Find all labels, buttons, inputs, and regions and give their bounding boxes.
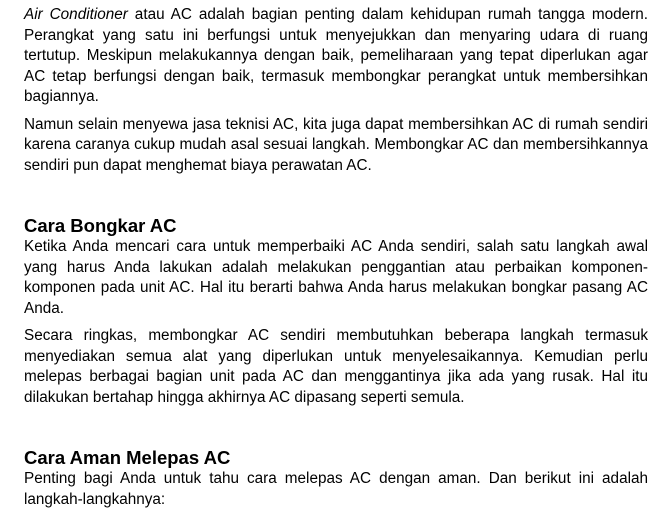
paragraph: Secara ringkas, membongkar AC sendiri membutuhkan beberapa langkah termasuk menyediakan semua alat yang diperlukan untuk menyelesaikannya. Kemudian perlu melepas berbagai bagian unit pada AC dan menggantinya jika ada yang rusak. Hal itu dilakukan bertahap hingga akhirnya AC dipasang seperti semula. bbox=[24, 327, 648, 406]
document-body bbox=[24, 5, 648, 510]
section-heading-cara-bongkar-ac: Cara Bongkar AC bbox=[24, 215, 177, 236]
paragraph-text: atau AC adalah bagian penting dalam kehidupan rumah tangga modern. Perangkat yang satu ini berfungsi untuk menyejukkan dan menyaring udara di ruang tertutup. Meskipun melakukannya dengan baik, pemeliharaan yang tepat diperlukan agar AC tetap berfungsi dengan baik, termasuk membongkar perangkat untuk membersihkan bagiannya. bbox=[24, 6, 648, 105]
intro-paragraph bbox=[24, 5, 648, 108]
paragraph: Namun selain menyewa jasa teknisi AC, kita juga dapat membersihkan AC di rumah sendiri karena caranya cukup mudah asal sesuai langkah. Membongkar AC dan membersihkannya sendiri pun dapat menghemat biaya perawatan AC. bbox=[24, 115, 648, 174]
section-heading-cara-aman-melepas-ac: Cara Aman Melepas AC bbox=[24, 447, 231, 468]
paragraph: Ketika Anda mencari cara untuk memperbaiki AC Anda sendiri, salah satu langkah awal yang harus Anda lakukan adalah melakukan penggantian atau perbaikan komponen-komponen pada unit AC. Hal itu berarti bahwa Anda harus melakukan bongkar pasang AC Anda. bbox=[24, 238, 648, 317]
paragraph: Penting bagi Anda untuk tahu cara melepas AC dengan aman. Dan berikut ini adalah langkah-langkahnya: bbox=[24, 470, 648, 508]
italic-term: Air Conditioner bbox=[24, 6, 128, 23]
